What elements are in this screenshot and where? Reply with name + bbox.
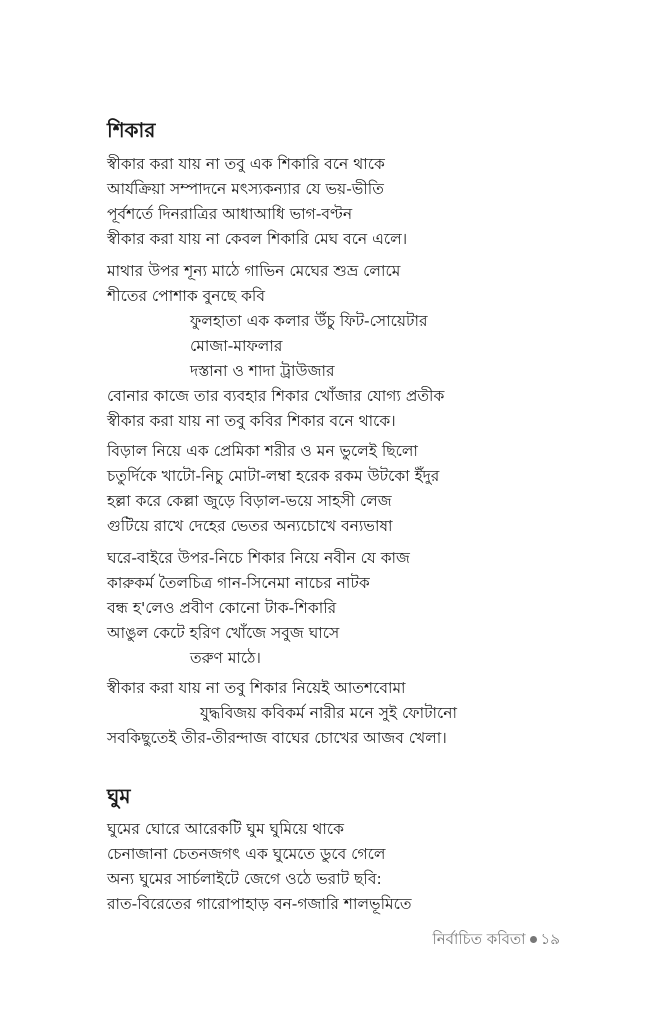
page-footer: [432, 928, 560, 953]
poem-line: ঘরে-বাইরে উপর-নিচে শিকার নিয়ে নবীন যে কাজ: [107, 549, 410, 567]
poem-line: স্বীকার করা যায় না তবু কবির শিকার বনে থাকে।: [107, 412, 396, 430]
poem-line: কারুকর্ম তৈলচিত্র গান-সিনেমা নাচের নাটক: [107, 574, 370, 592]
poem-line: হল্লা করে কেল্লা জুড়ে বিড়াল-ভয়ে সাহসী লেজ: [107, 492, 392, 510]
poem-line: সবকিছুতেই তীর-তীরন্দাজ বাঘের চোখের আজব খেলা।: [107, 729, 447, 747]
poem-title: শিকার: [107, 118, 156, 142]
poem-line: পূর্বশর্তে দিনরাত্রির আধাআধি ভাগ-বণ্টন: [107, 205, 353, 223]
bullet-icon: [530, 936, 537, 943]
poem-line: বিড়াল নিয়ে এক প্রেমিকা শরীর ও মন ভুলেই ছিলো: [107, 442, 418, 460]
poem-line: আঙুল কেটে হরিণ খোঁজে সবুজ ঘাসে: [107, 624, 340, 642]
poem-line: চতুর্দিকে খাটো-নিচু মোটা-লম্বা হরেক রকম উটকো ইঁদুর: [107, 467, 440, 485]
poem-line: বোনার কাজে তার ব্যবহার শিকার খোঁজার যোগ্য প্রতীক: [107, 387, 445, 405]
poem-line: শীতের পোশাক বুনছে কবি: [107, 287, 265, 305]
poem-line: স্বীকার করা যায় না কেবল শিকারি মেঘ বনে এলে।: [107, 230, 408, 248]
poem-line: অন্য ঘুমের সার্চলাইটে জেগে ওঠে ভরাট ছবি:: [107, 870, 382, 888]
poem-line: বন্ধ হ'লেও প্রবীণ কোনো টাক-শিকারি: [107, 599, 337, 617]
poem-line: চেনাজানা চেতনজগৎ এক ঘুমেতে ডুবে গেলে: [107, 845, 386, 863]
poem-line: স্বীকার করা যায় না তবু শিকার নিয়েই আতশবোমা: [107, 679, 406, 697]
poem-line: আর্যক্রিয়া সম্পাদনে মৎস্যকন্যার যে ভয়-ভীতি: [107, 180, 384, 198]
poem-line: ফুলহাতা এক কলার উঁচু ফিট-সোয়েটার: [190, 312, 428, 330]
poem-line: ঘুমের ঘোরে আরেকটি ঘুম ঘুমিয়ে থাকে: [107, 820, 345, 838]
poem-title: ঘুম: [107, 784, 131, 808]
poem-line: তরুণ মাঠে।: [190, 649, 261, 667]
poem-line: গুটিয়ে রাখে দেহের ভেতর অন্যচোখে বন্যভাষা: [107, 517, 393, 535]
poem-line: স্বীকার করা যায় না তবু এক শিকারি বনে থাকে: [107, 155, 385, 173]
poem-line: মোজা-মাফলার: [190, 337, 283, 355]
poem-line: যুদ্ধবিজয় কবিকর্ম নারীর মনে সুই ফোটানো: [200, 704, 457, 722]
poem-line: রাত-বিরেতের গারোপাহাড় বন-গজারি শালভূমিতে: [107, 895, 412, 913]
page-number: ১৯: [540, 930, 560, 948]
book-title: নির্বাচিত কবিতা: [432, 930, 526, 948]
poem-line: মাথার উপর শূন্য মাঠে গাভিন মেঘের শুভ্র লোমে: [107, 262, 401, 280]
poem-line: দস্তানা ও শাদা ট্রাউজার: [190, 362, 335, 380]
